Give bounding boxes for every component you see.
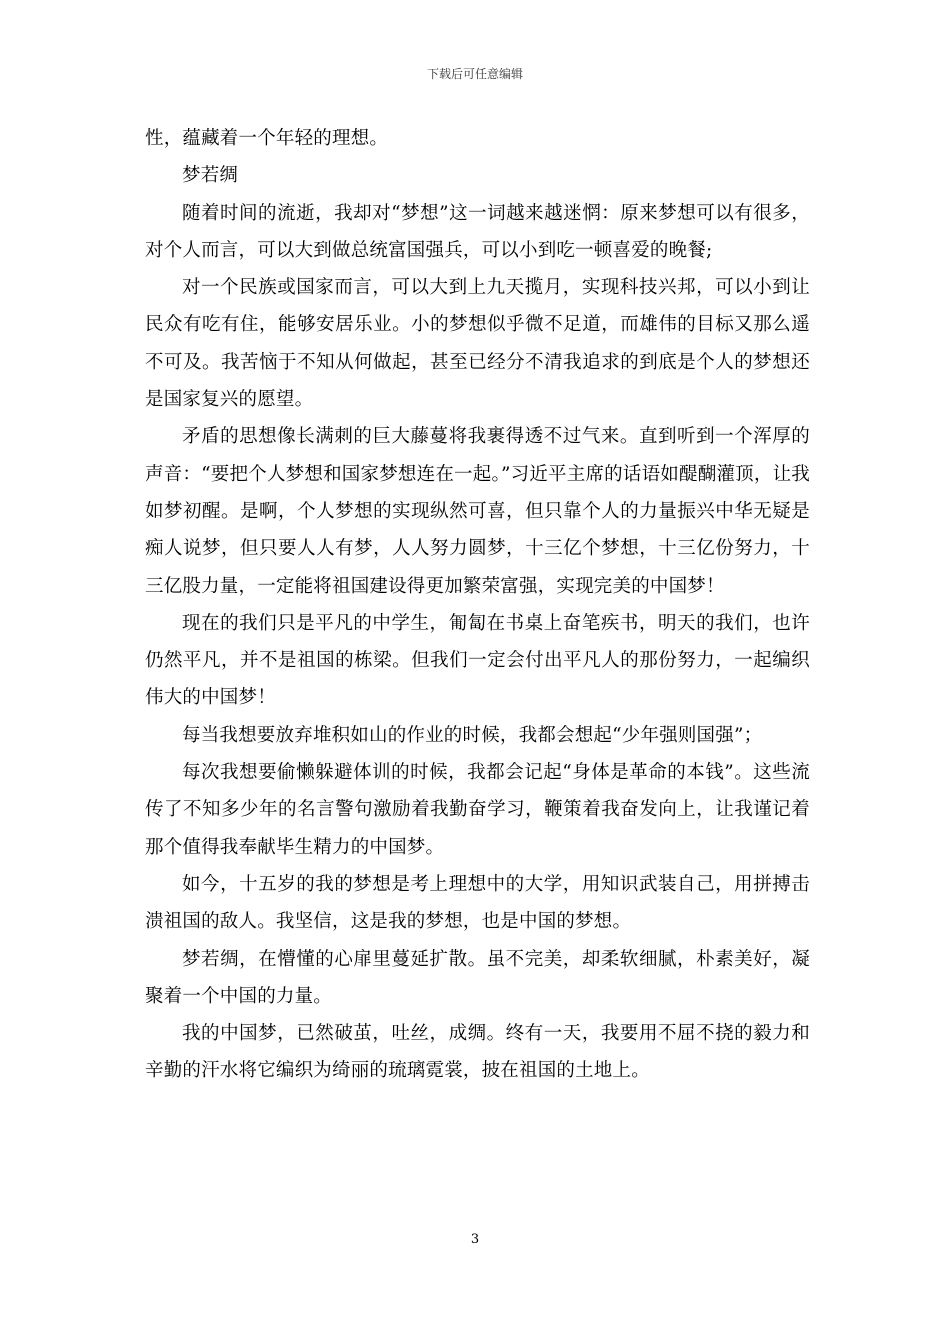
paragraph: 每当我想要放弃堆积如山的作业的时候，我都会想起“少年强则国强”；	[182, 724, 763, 746]
document-body	[145, 120, 810, 1090]
paragraph: 梦若绸，在懵懂的心扉里蔓延扩散。虽不完美，却柔软细腻，朴素美好，凝聚着一个中国的力量。	[145, 948, 810, 1007]
paragraph: 矛盾的思想像长满刺的巨大藤蔓将我裹得透不过气来。直到听到一个浑厚的声音：“要把个人梦想和国家梦想连在一起。”习近平主席的话语如醍醐灌顶，让我如梦初醒。是啊，个人梦想的实现纵然可喜，但只靠个人的力量振兴中华无疑是痴人说梦，但只要人人有梦，人人努力圆梦，十三亿个梦想，十三亿份努力，十三亿股力量，一定能将祖国建设得更加繁荣富强，实现完美的中国梦！	[145, 426, 810, 597]
section-heading: 梦若绸	[182, 165, 239, 187]
paragraph: 现在的我们只是平凡的中学生，匍匐在书桌上奋笔疾书，明天的我们，也许仍然平凡，并不是祖国的栋梁。但我们一定会付出平凡人的那份努力，一起编织伟大的中国梦！	[145, 612, 810, 709]
paragraph: 我的中国梦，已然破茧，吐丝，成绸。终有一天，我要用不屈不挠的毅力和辛勤的汗水将它编织为绮丽的琉璃霓裳，披在祖国的土地上。	[145, 1023, 810, 1082]
page-header: 下载后可任意编辑	[426, 67, 523, 81]
paragraph: 每次我想要偷懒躲避体训的时候，我都会记起“身体是革命的本钱”。这些流传了不知多少年的名言警句激励着我勤奋学习，鞭策着我奋发向上，让我谨记着那个值得我奉献毕生精力的中国梦。	[145, 762, 810, 858]
paragraph: 对一个民族或国家而言，可以大到上九天揽月，实现科技兴邦，可以小到让民众有吃有住，能够安居乐业。小的梦想似乎微不足道，而雄伟的目标又那么遥不可及。我苦恼于不知从何做起，甚至已经分不清我追求的到底是个人的梦想还是国家复兴的愿望。	[145, 277, 810, 411]
page-number: 3	[470, 1232, 480, 1247]
paragraph: 如今，十五岁的我的梦想是考上理想中的大学，用知识武装自己，用拼搏击溃祖国的敌人。我坚信，这是我的梦想，也是中国的梦想。	[145, 873, 810, 933]
paragraph: 性，蕴藏着一个年轻的理想。	[145, 128, 389, 149]
paragraph: 随着时间的流逝，我却对“梦想”这一词越来越迷惘：原来梦想可以有很多，对个人而言，可以大到做总统富国强兵，可以小到吃一顿喜爱的晚餐;	[145, 202, 810, 261]
